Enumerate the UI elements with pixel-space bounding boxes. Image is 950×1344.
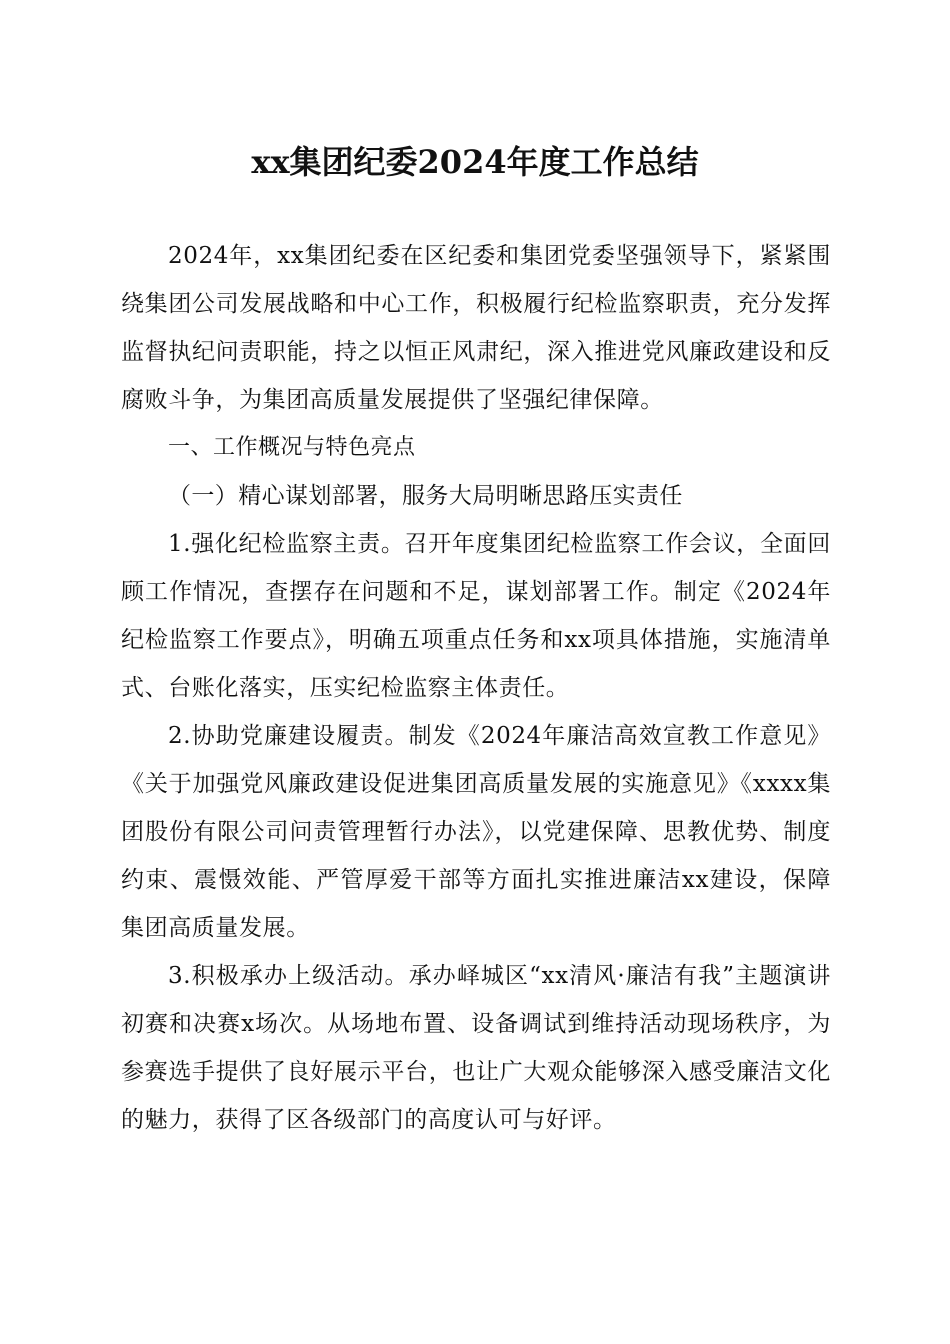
document-title: xx集团纪委2024年度工作总结 bbox=[251, 143, 699, 181]
item-paragraph-1: 1.强化纪检监察主责。召开年度集团纪检监察工作会议，全面回顾工作情况，查摆存在问题和不足，谋划部署工作。制定《2024年纪检监察工作要点》，明确五项重点任务和xx项具体措施，实施清单式、台账化落实，压实纪检监察主体责任。 bbox=[121, 531, 831, 701]
intro-paragraph: 2024年，xx集团纪委在区纪委和集团党委坚强领导下，紧紧围绕集团公司发展战略和中心工作，积极履行纪检监察职责，充分发挥监督执纪问责职能，持之以恒正风肃纪，深入推进党风廉政建设和反腐败斗争，为集团高质量发展提供了坚强纪律保障。 bbox=[121, 243, 831, 413]
document-body bbox=[121, 232, 831, 1144]
item-paragraph-2: 2.协助党廉建设履责。制发《2024年廉洁高效宣教工作意见》《关于加强党风廉政建设促进集团高质量发展的实施意见》《xxxx集团股份有限公司问责管理暂行办法》，以党建保障、思教优势、制度约束、震慑效能、严管厚爱干部等方面扎实推进廉洁xx建设，保障集团高质量发展。 bbox=[121, 723, 831, 941]
section-heading: 一、工作概况与特色亮点 bbox=[168, 435, 416, 460]
item-paragraph-3: 3.积极承办上级活动。承办峄城区“xx清风·廉洁有我”主题演讲初赛和决赛x场次。从场地布置、设备调试到维持活动现场秩序，为参赛选手提供了良好展示平台，也让广大观众能够深入感受廉洁文化的魅力，获得了区各级部门的高度认可与好评。 bbox=[121, 963, 831, 1133]
subsection-heading: （一）精心谋划部署，服务大局明晰思路压实责任 bbox=[168, 483, 683, 509]
